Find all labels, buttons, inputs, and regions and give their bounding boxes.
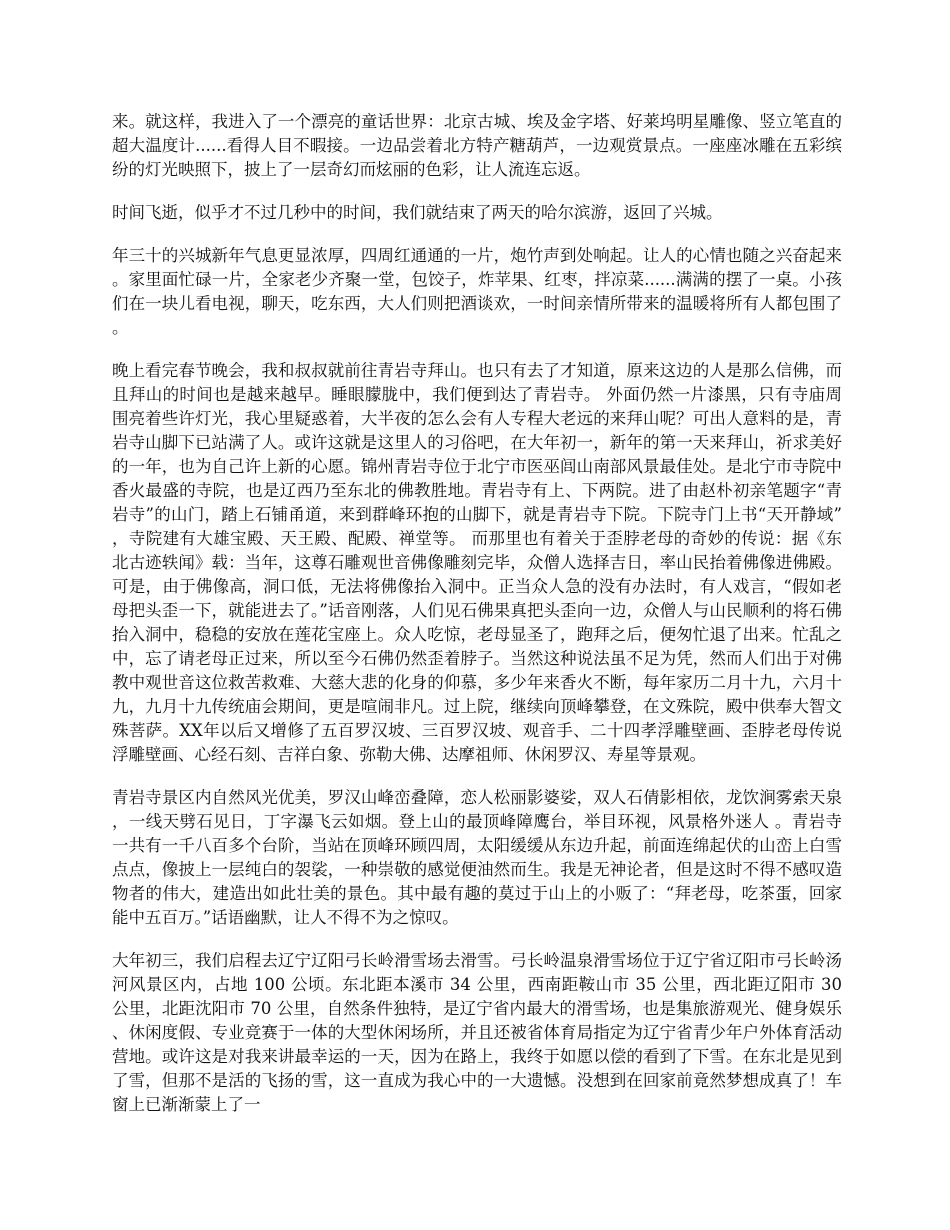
paragraph-return-to-xingcheng: 时间飞逝，似乎才不过几秒中的时间，我们就结束了两天的哈尔滨游，返回了兴城。 bbox=[112, 203, 723, 222]
paragraph-ski-resort: 大年初三，我们启程去辽宁辽阳弓长岭滑雪场去滑雪。弓长岭温泉滑雪场位于辽宁省辽阳市弓长岭汤河风景区内，占地 100 公顷。东北距本溪市 34 公里，西南距鞍山市 35 公里，西北距辽阳市 30 公里，北距沈阳市 70 公里，自然条件独特，是辽宁省内最大的滑雪场，也是集旅游观光、健身娱乐、休闲度假、专业竞赛于一体的大型休闲场所，并且还被省体育局指定为辽宁省青少年户外体育活动营地。或许这是对我来讲最幸运的一天，因为在路上，我终于如愿以偿的看到了下雪。在东北是见到了雪，但那不是活的飞扬的雪，这一直成为我心中的一大遗憾。没想到在回家前竟然梦想成真了！车窗上已渐渐蒙上了一 bbox=[112, 951, 842, 1114]
paragraph-harbin-ice-festival: 来。就这样，我进入了一个漂亮的童话世界：北京古城、埃及金字塔、好莱坞明星雕像、竖立笔直的超大温度计......看得人目不暇接。一边品尝着北方特产糖葫芦，一边观赏景点。一座座冰雕在五彩缤纷的灯光映照下，披上了一层奇幻而炫丽的色彩，让人流连忘返。 bbox=[112, 112, 842, 179]
paragraph-qingyan-temple: 晚上看完春节晚会，我和叔叔就前往青岩寺拜山。也只有去了才知道，原来这边的人是那么信佛，而且拜山的时间也是越来越早。睡眼朦胧中，我们便到达了青岩寺。 外面仍然一片漆黑，只有寺庙周围亮着些许灯光，我心里疑惑着，大半夜的怎么会有人专程大老远的来拜山呢？可出人意料的是，青岩寺山脚下已站满了人。或许这就是这里人的习俗吧，在大年初一，新年的第一天来拜山，祈求美好的一年，也为自己许上新的心愿。锦州青岩寺位于北宁市医巫闾山南部风景最佳处。是北宁市寺院中香火最盛的寺院，也是辽西乃至东北的佛教胜地。青岩寺有上、下两院。进了由赵朴初亲笔题字“青岩寺”的山门，踏上石铺甬道，来到群峰环抱的山脚下，就是青岩寺下院。下院寺门上书“天开静域”，寺院建有大雄宝殿、天王殿、配殿、禅堂等。 而那里也有着关于歪脖老母的奇妙的传说：据《东北古迹轶闻》载：当年，这尊石雕观世音佛像雕刻完毕，众僧人选择吉日，率山民抬着佛像进佛殿。可是，由于佛像高，洞口低，无法将佛像抬入洞中。正当众人急的没有办法时，有人戏言，“假如老母把头歪一下，就能进去了。”话音刚落，人们见石佛果真把头歪向一边，众僧人与山民顺利的将石佛抬入洞中，稳稳的安放在莲花宝座上。众人吃惊，老母显圣了，跑拜之后，便匆忙退了出来。忙乱之中，忘了请老母正过来，所以至今石佛仍然歪着脖子。当然这种说法虽不足为凭，然而人们出于对佛教中观世音这位救苦救难、大慈大悲的化身的仰慕，多少年来香火不断，每年家历二月十九，六月十九，九月十九传统庙会期间，更是喧闹非凡。过上院，继续向顶峰攀登，在文殊院，殿中供奉大智文殊菩萨。XX年以后又增修了五百罗汉坡、三百罗汉坡、观音手、二十四孝浮雕壁画、歪脖老母传说浮雕壁画、心经石刻、吉祥白象、弥勒大佛、达摩祖师、休闲罗汉、寿星等景观。 bbox=[112, 361, 842, 764]
paragraph-new-years-eve: 年三十的兴城新年气息更显浓厚，四周红通通的一片，炮竹声到处响起。让人的心情也随之兴奋起来。家里面忙碌一片，全家老少齐聚一堂，包饺子，炸苹果、红枣，拌凉菜......满满的摆了一桌。小孩们在一块儿看电视，聊天，吃东西，大人们则把酒谈欢，一时间亲情所带来的温暖将所有人都包围了。 bbox=[112, 246, 842, 337]
paragraph-temple-scenery: 青岩寺景区内自然风光优美，罗汉山峰峦叠障，恋人松丽影婆娑，双人石倩影相依，龙饮涧雾索天泉，一线天劈石见日，丁字瀑飞云如烟。登上山的最顶峰障鹰台，举目环视，风景格外迷人 。青岩寺一共有一千八百多个台阶，当站在顶峰环顾四周，太阳缓缓从东边升起，前面连绵起伏的山峦上白雪点点，像披上一层纯白的袈裟，一种崇敬的感觉便油然而生。我是无神论者，但是这时不得不感叹造物者的伟大，建造出如此壮美的景色。其中最有趣的莫过于山上的小贩了：“拜老母，吃茶蛋，回家能中五百万。”话语幽默，让人不得不为之惊叹。 bbox=[112, 788, 842, 927]
document-body bbox=[112, 110, 842, 1136]
